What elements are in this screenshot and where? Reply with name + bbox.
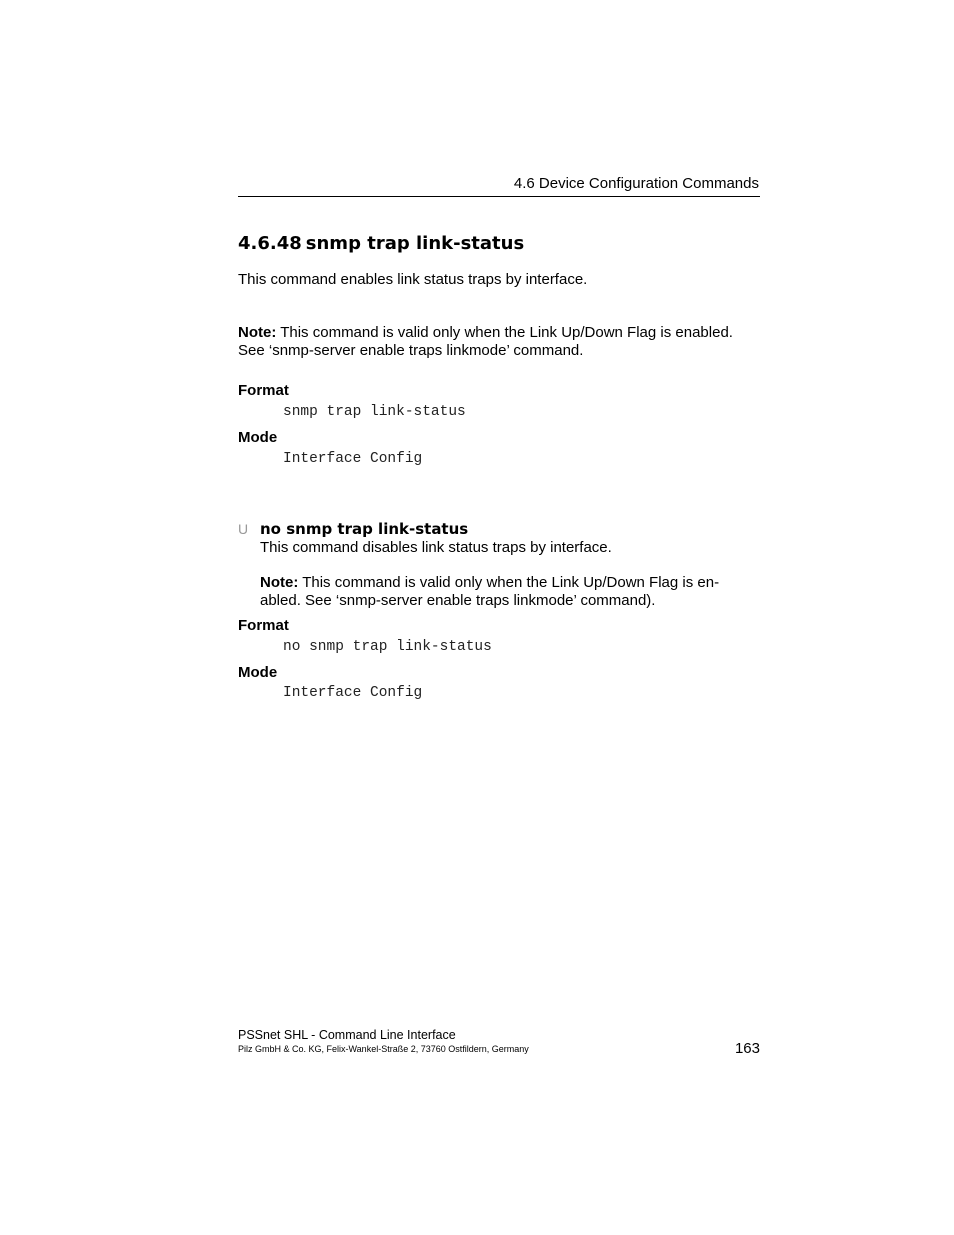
sub-mode-label: Mode [238,664,278,681]
subcommand-note [260,574,719,610]
section-number: 4.6.48 [238,233,302,254]
note-label: Note: [238,324,277,341]
subcommand-description: This command disables link status traps by interface. [260,539,612,556]
section-heading [238,233,524,254]
note-line-2: See ‘snmp-server enable traps linkmode’ command. [238,342,584,359]
sub-format-value: no snmp trap link-status [283,639,492,655]
subcommand-title: no snmp trap link-status [260,520,469,538]
section-note [238,324,733,360]
footer-title: PSSnet SHL - Command Line Interface [238,1028,456,1042]
footer-address: Pilz GmbH & Co. KG, Felix-Wankel-Straße 2, 73760 Ostfildern, Germany [238,1044,529,1054]
sub-mode-value: Interface Config [283,685,423,701]
sub-note-line-1: This command is valid only when the Link Up/Down Flag is en- [298,574,720,591]
mode-label: Mode [238,429,278,446]
page-number: 163 [734,1040,760,1057]
sub-note-label: Note: [260,574,299,591]
running-header: 4.6 Device Configuration Commands [513,175,759,192]
sub-note-line-2: abled. See ‘snmp-server enable traps linkmode’ command). [260,592,656,609]
mode-value: Interface Config [283,451,423,467]
format-label: Format [238,382,289,399]
section-description: This command enables link status traps by interface. [238,271,588,288]
bullet-icon: U [238,521,249,537]
sub-format-label: Format [238,617,289,634]
header-divider [238,196,760,197]
format-value: snmp trap link-status [283,404,466,420]
note-line-1: This command is valid only when the Link Up/Down Flag is enabled. [276,324,733,341]
section-title: snmp trap link-status [305,233,525,254]
